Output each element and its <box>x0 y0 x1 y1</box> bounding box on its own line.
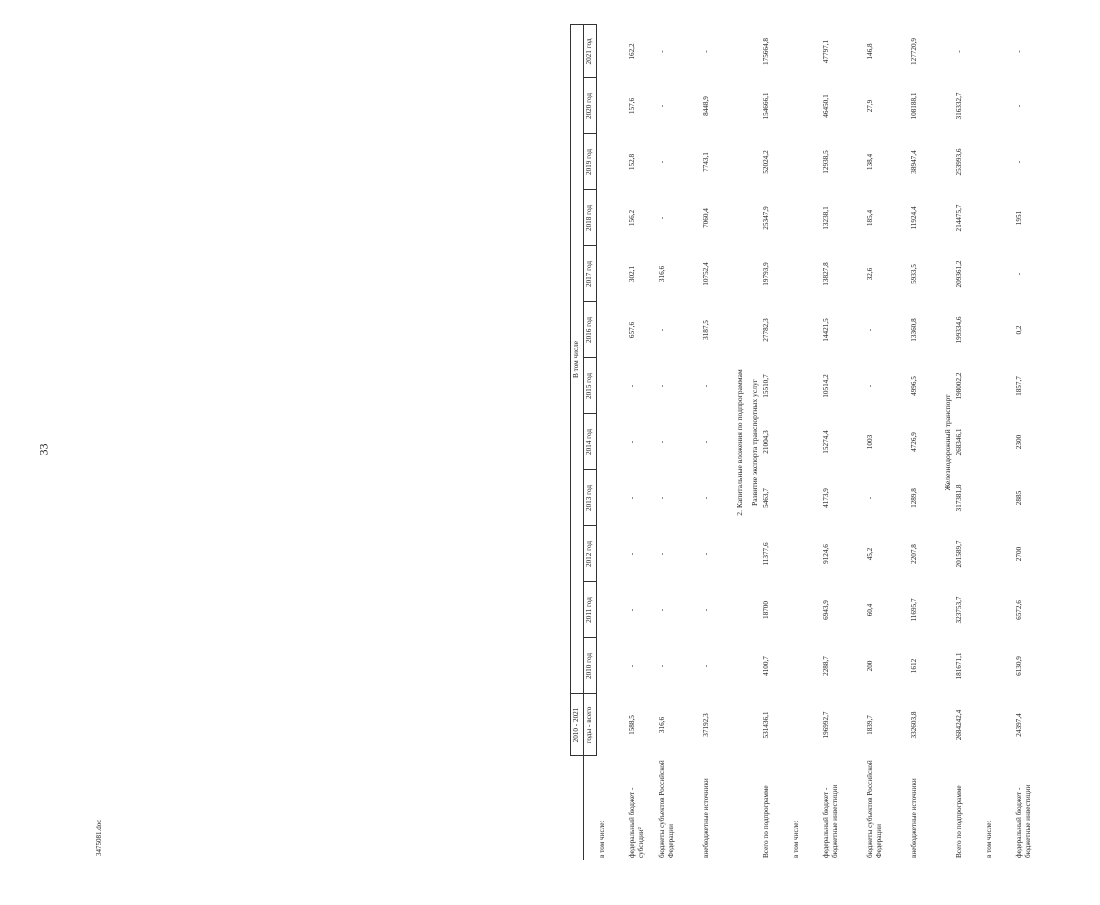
year-header: 2019 год <box>584 134 597 190</box>
year-value-cell: - <box>658 50 666 53</box>
year-header: 2015 год <box>584 358 597 414</box>
year-value-cell: 146,8 <box>866 43 874 60</box>
year-value-cell <box>984 358 1014 414</box>
year-value-cell: - <box>702 664 710 668</box>
year-value-cell: 302,1 <box>628 265 636 283</box>
row-label: в том числе: <box>985 820 993 858</box>
year-value-cell: 2885 <box>1015 490 1023 506</box>
year-value-cell: - <box>866 328 874 332</box>
year-value-cell <box>984 246 1014 302</box>
year-value-cell: 154666,1 <box>762 92 770 120</box>
year-header: 2021 год <box>584 25 597 78</box>
year-value-cell: 25347,9 <box>762 206 770 230</box>
row-label: бюджеты субъектов Российской Федерации <box>866 760 883 858</box>
including-header: В том числе <box>571 25 584 694</box>
year-header: 2020 год <box>584 78 597 134</box>
year-value-cell: 4726,9 <box>910 432 918 452</box>
year-value-cell <box>791 526 821 582</box>
year-value-cell <box>597 582 628 638</box>
table-row <box>791 25 821 860</box>
row-total: 1588,5 <box>628 715 636 735</box>
year-value-cell: 47797,1 <box>822 39 830 64</box>
year-value-cell: 2207,8 <box>910 544 918 564</box>
row-label: бюджеты субъектов Российской Федерации <box>658 760 675 858</box>
subprogram-title: Развитие экспорта транспортных услуг <box>750 379 759 506</box>
table-row <box>865 25 909 860</box>
year-value-cell <box>984 302 1014 358</box>
subprogram-title: Железнодорожный транспорт <box>943 394 952 491</box>
year-header: 2012 год <box>584 526 597 582</box>
year-value-cell <box>791 470 821 526</box>
table-row <box>1014 25 1058 860</box>
year-value-cell: - <box>702 552 710 556</box>
rotated-table-sheet <box>570 15 1100 860</box>
year-value-cell <box>597 25 628 78</box>
table-row <box>984 25 1014 860</box>
table-row <box>821 25 865 860</box>
row-label: федеральный бюджет - бюджетные инвестиции <box>822 784 839 858</box>
year-value-cell: 185,4 <box>866 209 874 227</box>
year-header: 2016 год <box>584 302 597 358</box>
year-value-cell: 152,8 <box>628 153 636 171</box>
year-value-cell: 198002,2 <box>955 372 963 400</box>
year-value-cell <box>597 526 628 582</box>
year-value-cell: 181671,1 <box>955 652 963 680</box>
year-value-cell <box>597 638 628 694</box>
year-value-cell: - <box>658 664 666 668</box>
row-total: 531436,1 <box>762 711 770 739</box>
year-value-cell: 14421,5 <box>822 318 830 342</box>
year-value-cell: - <box>702 50 710 53</box>
year-value-cell <box>791 25 821 78</box>
year-value-cell <box>984 134 1014 190</box>
total-period-header: 2010 - 2021 <box>571 694 584 756</box>
year-header: 2017 год <box>584 246 597 302</box>
year-value-cell <box>597 302 628 358</box>
year-value-cell: - <box>866 384 874 388</box>
year-value-cell: 9124,6 <box>822 544 830 564</box>
year-value-cell: 8448,9 <box>702 96 710 116</box>
year-value-cell: - <box>1015 160 1023 164</box>
row-total: 37192,3 <box>702 713 710 737</box>
label-header-cell-2 <box>584 756 597 860</box>
year-value-cell <box>597 470 628 526</box>
year-value-cell: 38947,4 <box>910 150 918 174</box>
year-value-cell: - <box>658 440 666 444</box>
year-value-cell: - <box>658 160 666 164</box>
year-value-cell: - <box>658 104 666 108</box>
year-value-cell: - <box>658 384 666 388</box>
year-value-cell: - <box>628 384 636 388</box>
year-value-cell <box>791 358 821 414</box>
year-value-cell: 200 <box>866 660 874 672</box>
table-row <box>657 25 701 860</box>
year-value-cell <box>791 582 821 638</box>
year-value-cell: 127720,9 <box>910 38 918 65</box>
row-total: 332603,8 <box>910 711 918 739</box>
table-row <box>909 25 939 860</box>
year-value-cell: 18700 <box>762 601 770 619</box>
row-label: внебюджетные источники <box>910 778 918 858</box>
year-value-cell: 12938,5 <box>822 150 830 174</box>
year-value-cell <box>597 246 628 302</box>
year-value-cell: 11924,4 <box>910 206 918 230</box>
document-footer: 3475081.doc <box>95 819 103 856</box>
year-value-cell: - <box>702 608 710 612</box>
total-period-subheader: годы - всего <box>584 694 597 756</box>
row-total: 24397,4 <box>1015 713 1023 737</box>
row-total <box>984 694 1014 756</box>
page-number: 33 <box>36 443 51 456</box>
year-value-cell: - <box>658 552 666 556</box>
year-value-cell: 6130,9 <box>1015 656 1023 676</box>
year-value-cell <box>984 414 1014 470</box>
year-value-cell: - <box>628 440 636 444</box>
year-value-cell: - <box>628 496 636 500</box>
year-value-cell: - <box>702 440 710 444</box>
year-value-cell: 4996,5 <box>910 376 918 396</box>
row-label: внебюджетные источники <box>702 778 710 858</box>
year-value-cell <box>984 638 1014 694</box>
year-value-cell <box>597 190 628 246</box>
year-value-cell: 6943,9 <box>822 600 830 620</box>
year-value-cell: 2288,7 <box>822 656 830 676</box>
year-value-cell: 7060,4 <box>702 208 710 228</box>
year-value-cell: 108188,1 <box>910 92 918 120</box>
year-value-cell: 45,2 <box>866 547 874 561</box>
year-value-cell <box>597 414 628 470</box>
year-value-cell: - <box>658 496 666 500</box>
year-value-cell: 27782,3 <box>762 318 770 342</box>
year-value-cell: 199334,6 <box>955 316 963 344</box>
year-value-cell <box>984 190 1014 246</box>
table-row <box>701 25 731 860</box>
year-value-cell: 32,6 <box>866 267 874 281</box>
year-value-cell: 162,2 <box>628 43 636 60</box>
year-value-cell: 1951 <box>1015 210 1023 226</box>
row-total <box>597 694 628 756</box>
year-value-cell <box>984 526 1014 582</box>
year-value-cell: 7743,1 <box>702 152 710 172</box>
year-value-cell: 157,6 <box>628 97 636 115</box>
year-value-cell: 1289,8 <box>910 488 918 508</box>
year-value-cell <box>984 470 1014 526</box>
row-total: 316,6 <box>658 716 666 734</box>
year-value-cell: 13360,8 <box>910 318 918 342</box>
row-label: федеральный бюджет - бюджетные инвестиции <box>1015 784 1032 858</box>
year-value-cell: - <box>658 328 666 332</box>
year-value-cell <box>791 134 821 190</box>
year-value-cell: 138,4 <box>866 153 874 171</box>
year-value-cell <box>984 78 1014 134</box>
year-value-cell: - <box>628 664 636 668</box>
year-value-cell: 4100,7 <box>762 656 770 676</box>
row-total: 2684242,4 <box>955 709 963 741</box>
year-value-cell <box>597 134 628 190</box>
year-value-cell: 253993,6 <box>955 148 963 176</box>
year-value-cell: 13827,8 <box>822 262 830 286</box>
row-label: в том числе: <box>792 820 800 858</box>
year-value-cell: - <box>658 608 666 612</box>
year-value-cell: 27,9 <box>866 99 874 113</box>
year-value-cell: 3187,5 <box>702 320 710 340</box>
year-value-cell: 156,2 <box>628 209 636 227</box>
year-value-cell: - <box>1015 272 1023 276</box>
year-value-cell: - <box>866 496 874 500</box>
year-value-cell: 0,2 <box>1015 325 1023 335</box>
year-value-cell: 1612 <box>910 658 918 674</box>
year-header: 2011 год <box>584 582 597 638</box>
year-value-cell: 19793,9 <box>762 262 770 286</box>
year-value-cell: 10514,2 <box>822 374 830 398</box>
year-value-cell: 2300 <box>1015 434 1023 450</box>
table-row <box>954 25 984 860</box>
year-value-cell: 6572,6 <box>1015 600 1023 620</box>
year-value-cell <box>597 78 628 134</box>
year-value-cell: 10752,4 <box>702 262 710 286</box>
table-row <box>627 25 657 860</box>
capital-investment-table <box>570 25 1058 861</box>
table-body <box>597 25 1059 860</box>
year-value-cell: 1857,7 <box>1015 376 1023 396</box>
year-header: 2018 год <box>584 190 597 246</box>
year-value-cell: - <box>658 216 666 220</box>
year-value-cell: 13238,1 <box>822 206 830 230</box>
year-value-cell: 60,4 <box>866 603 874 617</box>
year-value-cell <box>791 78 821 134</box>
year-value-cell <box>791 638 821 694</box>
label-header-cell <box>571 756 584 860</box>
year-value-cell <box>984 582 1014 638</box>
year-value-cell: 175664,8 <box>762 38 770 65</box>
year-value-cell: 5933,5 <box>910 264 918 284</box>
year-value-cell: 268346,1 <box>955 428 963 456</box>
year-value-cell: 11695,7 <box>910 598 918 622</box>
row-label: Всего по подпрограмме <box>955 785 963 858</box>
section-title: 2. Капитальные вложения по подпрограммам <box>735 369 744 516</box>
year-value-cell: - <box>1015 104 1023 108</box>
year-value-cell: 657,6 <box>628 321 636 339</box>
year-header: 2010 год <box>584 638 597 694</box>
year-value-cell: 214475,7 <box>955 204 963 232</box>
year-value-cell <box>984 25 1014 78</box>
year-value-cell: 323753,7 <box>955 596 963 624</box>
year-value-cell: 2700 <box>1015 546 1023 562</box>
year-value-cell: - <box>702 384 710 388</box>
year-value-cell: 15510,7 <box>762 374 770 398</box>
year-value-cell: - <box>628 552 636 556</box>
year-value-cell: 21004,3 <box>762 430 770 454</box>
year-value-cell: 316332,7 <box>955 92 963 120</box>
row-label: Всего по подпрограмме <box>762 785 770 858</box>
row-total: 1839,7 <box>866 715 874 735</box>
year-value-cell: 46450,1 <box>822 94 830 118</box>
year-header: 2013 год <box>584 470 597 526</box>
year-value-cell: 52024,2 <box>762 150 770 174</box>
year-value-cell: - <box>1015 50 1023 53</box>
year-value-cell: 209361,2 <box>955 260 963 288</box>
year-value-cell: - <box>955 50 963 53</box>
table-row <box>761 25 791 860</box>
year-value-cell: 4173,9 <box>822 488 830 508</box>
year-value-cell: 5463,7 <box>762 488 770 508</box>
year-value-cell <box>791 190 821 246</box>
year-value-cell: 201589,7 <box>955 540 963 568</box>
year-value-cell <box>791 302 821 358</box>
year-value-cell <box>791 246 821 302</box>
year-value-cell <box>597 358 628 414</box>
year-value-cell: 11377,6 <box>762 542 770 566</box>
year-value-cell: - <box>702 496 710 500</box>
year-value-cell <box>791 414 821 470</box>
row-total: 196992,7 <box>822 711 830 739</box>
table-row <box>597 25 628 860</box>
year-value-cell: 15274,4 <box>822 430 830 454</box>
row-total <box>791 694 821 756</box>
year-header: 2014 год <box>584 414 597 470</box>
year-value-cell: 317381,8 <box>955 484 963 512</box>
year-value-cell: 1003 <box>866 434 874 450</box>
row-label: в том числе: <box>597 820 606 858</box>
year-value-cell: 316,6 <box>658 265 666 283</box>
year-value-cell: - <box>628 608 636 612</box>
row-label: федеральный бюджет - субсидии² <box>628 787 645 858</box>
